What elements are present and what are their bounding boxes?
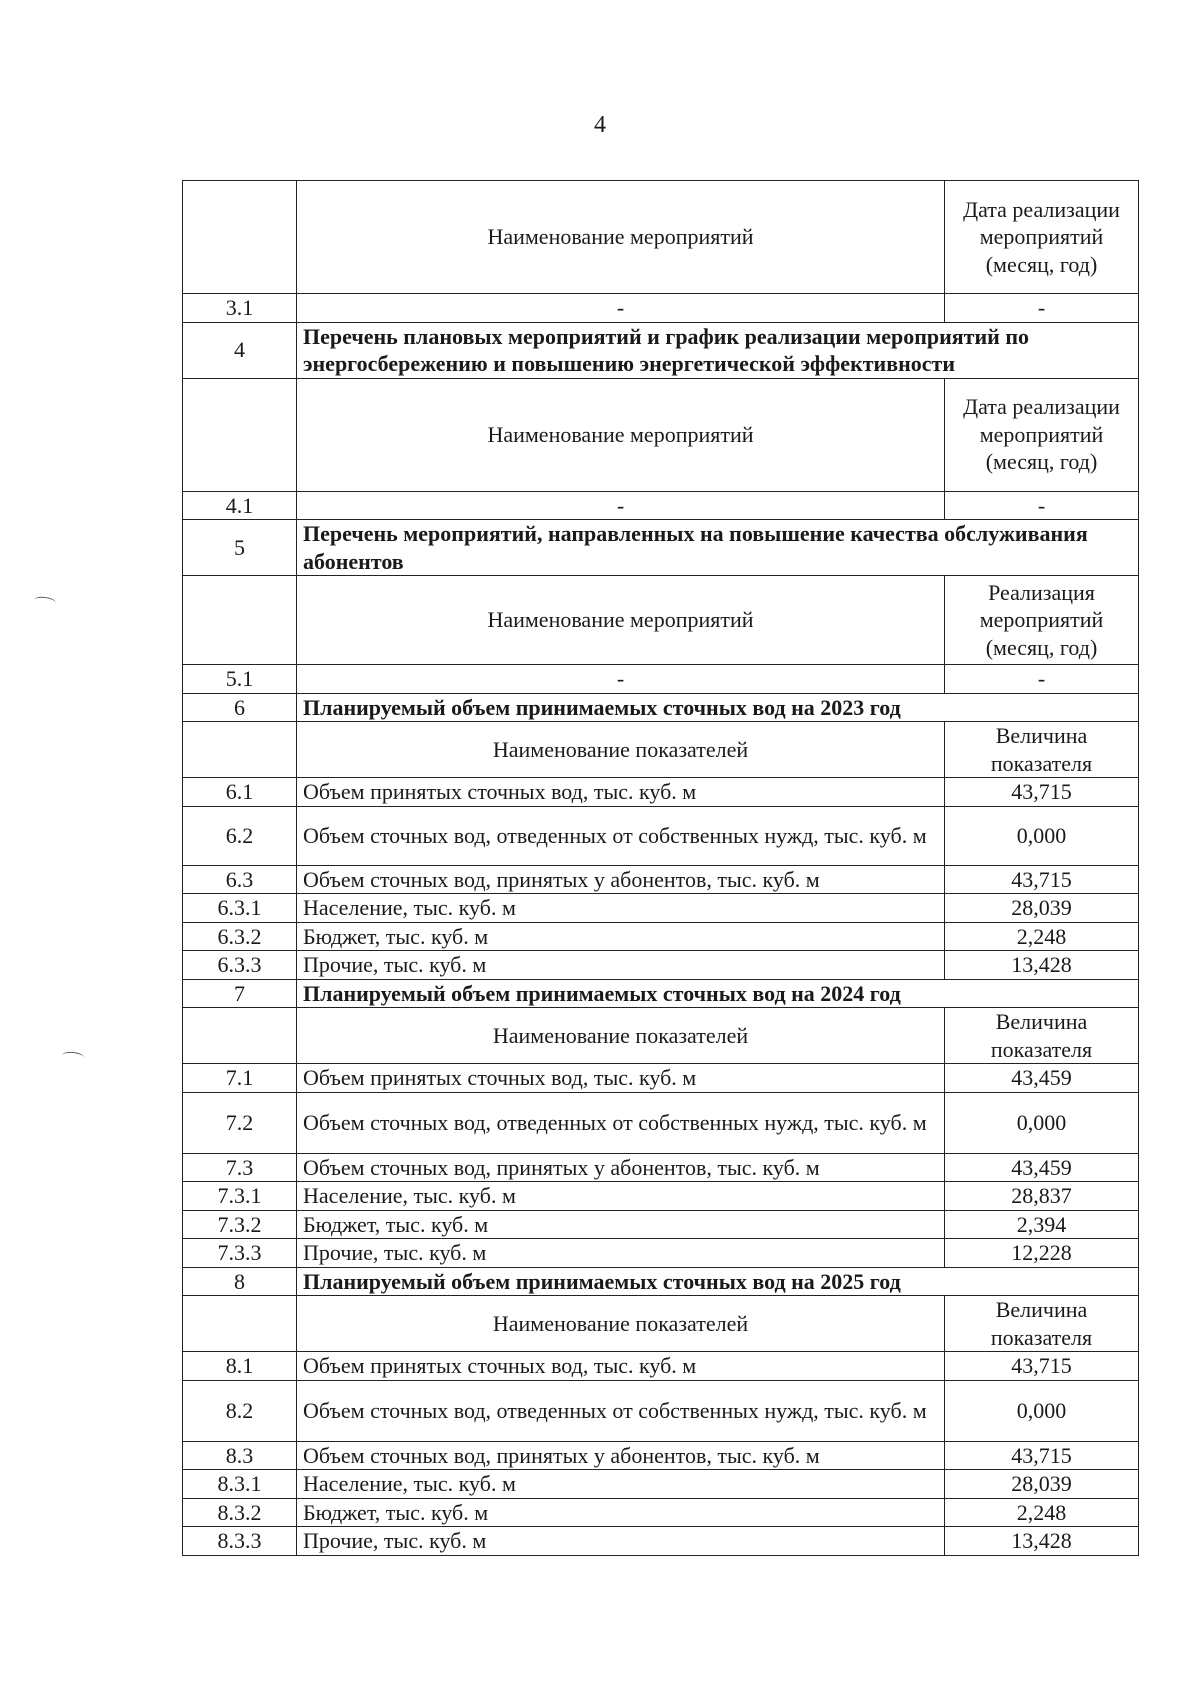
table-row [183,1239,1139,1268]
table-row [183,1182,1139,1211]
header-name-cell: Наименование показателей [297,1296,945,1352]
row-number: 6.3.2 [183,922,297,951]
row-value: - [945,491,1139,520]
row-name: Население, тыс. куб. м [297,1182,945,1211]
row-number: 8.3.2 [183,1498,297,1527]
row-value: 2,248 [945,1498,1139,1527]
header-name-cell: Наименование мероприятий [297,576,945,665]
table-row [183,806,1139,865]
section-number: 5 [183,520,297,576]
row-number: 5.1 [183,665,297,694]
row-name: Объем принятых сточных вод, тыс. куб. м [297,778,945,807]
row-name: Бюджет, тыс. куб. м [297,1210,945,1239]
row-name: Прочие, тыс. куб. м [297,1527,945,1556]
row-name: Население, тыс. куб. м [297,1470,945,1499]
row-value: 28,039 [945,894,1139,923]
section-row [183,322,1139,378]
row-number: 6.1 [183,778,297,807]
row-value: 0,000 [945,1380,1139,1441]
row-number: 6.3.1 [183,894,297,923]
table-row [183,894,1139,923]
row-name: Объем сточных вод, принятых у абонентов, тыс. куб. м [297,1153,945,1182]
row-value: - [945,665,1139,694]
table-row [183,1153,1139,1182]
row-value: 28,837 [945,1182,1139,1211]
row-value: 43,715 [945,1352,1139,1381]
row-name: - [297,491,945,520]
row-name: Объем сточных вод, отведенных от собственных нужд, тыс. куб. м [297,806,945,865]
section-title: Планируемый объем принимаемых сточных вод на 2025 год [297,1267,1139,1296]
header-value-cell: Величина показателя [945,1008,1139,1064]
header-date-cell: Реализация мероприятий (месяц, год) [945,576,1139,665]
section-title: Перечень мероприятий, направленных на повышение качества обслуживания абонентов [297,520,1139,576]
section-title: Перечень плановых мероприятий и график реализации мероприятий по энергосбережению и повышению энергетической эффективности [297,322,1139,378]
row-number: 8.3.3 [183,1527,297,1556]
header-num-cell [183,576,297,665]
row-name: Объем сточных вод, принятых у абонентов, тыс. куб. м [297,1441,945,1470]
table-row [183,865,1139,894]
table-row [183,1352,1139,1381]
row-name: Прочие, тыс. куб. м [297,951,945,980]
row-value: 2,248 [945,922,1139,951]
row-value: 43,715 [945,865,1139,894]
row-value: - [945,294,1139,323]
table-header-row [183,576,1139,665]
table-header-row [183,1296,1139,1352]
measures-table [182,180,1139,1556]
header-num-cell [183,722,297,778]
row-value: 13,428 [945,1527,1139,1556]
header-num-cell [183,181,297,294]
row-name: Объем сточных вод, отведенных от собственных нужд, тыс. куб. м [297,1380,945,1441]
table-row [183,1470,1139,1499]
row-name: Бюджет, тыс. куб. м [297,1498,945,1527]
row-value: 43,715 [945,1441,1139,1470]
row-name: - [297,665,945,694]
scan-mark [62,1051,85,1062]
header-num-cell [183,378,297,491]
row-number: 3.1 [183,294,297,323]
row-number: 8.3 [183,1441,297,1470]
header-date-cell: Дата реализации мероприятий (месяц, год) [945,181,1139,294]
table-row [183,1498,1139,1527]
section-title: Планируемый объем принимаемых сточных вод на 2023 год [297,693,1139,722]
scan-mark [33,596,56,608]
table-row [183,1380,1139,1441]
table-row [183,1092,1139,1153]
row-name: Объем сточных вод, отведенных от собственных нужд, тыс. куб. м [297,1092,945,1153]
section-number: 4 [183,322,297,378]
row-number: 8.3.1 [183,1470,297,1499]
section-row [183,693,1139,722]
header-value-cell: Величина показателя [945,1296,1139,1352]
row-value: 2,394 [945,1210,1139,1239]
row-name: Объем принятых сточных вод, тыс. куб. м [297,1352,945,1381]
row-number: 6.3.3 [183,951,297,980]
row-number: 7.3.2 [183,1210,297,1239]
row-value: 0,000 [945,806,1139,865]
table-row [183,1210,1139,1239]
row-number: 7.1 [183,1064,297,1093]
row-name: - [297,294,945,323]
table-row [183,665,1139,694]
header-date-cell: Дата реализации мероприятий (месяц, год) [945,378,1139,491]
table-header-row [183,722,1139,778]
table-row [183,294,1139,323]
table-body [183,181,1139,1556]
table-header-row [183,181,1139,294]
row-name: Население, тыс. куб. м [297,894,945,923]
row-number: 7.2 [183,1092,297,1153]
row-value: 0,000 [945,1092,1139,1153]
section-row [183,1267,1139,1296]
section-number: 8 [183,1267,297,1296]
table-row [183,922,1139,951]
page-number: 4 [594,112,606,138]
row-value: 43,459 [945,1153,1139,1182]
table-header-row [183,1008,1139,1064]
header-name-cell: Наименование мероприятий [297,378,945,491]
section-number: 7 [183,979,297,1008]
row-name: Объем сточных вод, принятых у абонентов, тыс. куб. м [297,865,945,894]
row-name: Объем принятых сточных вод, тыс. куб. м [297,1064,945,1093]
row-name: Бюджет, тыс. куб. м [297,922,945,951]
row-number: 4.1 [183,491,297,520]
table-row [183,1527,1139,1556]
table-row [183,1441,1139,1470]
row-value: 43,715 [945,778,1139,807]
row-number: 6.3 [183,865,297,894]
row-number: 8.1 [183,1352,297,1381]
header-num-cell [183,1296,297,1352]
row-number: 7.3.1 [183,1182,297,1211]
table-row [183,951,1139,980]
header-num-cell [183,1008,297,1064]
row-value: 28,039 [945,1470,1139,1499]
table-header-row [183,378,1139,491]
row-value: 43,459 [945,1064,1139,1093]
section-row [183,979,1139,1008]
row-number: 8.2 [183,1380,297,1441]
row-value: 12,228 [945,1239,1139,1268]
row-name: Прочие, тыс. куб. м [297,1239,945,1268]
section-number: 6 [183,693,297,722]
header-value-cell: Величина показателя [945,722,1139,778]
row-number: 6.2 [183,806,297,865]
section-title: Планируемый объем принимаемых сточных вод на 2024 год [297,979,1139,1008]
header-name-cell: Наименование показателей [297,1008,945,1064]
header-name-cell: Наименование мероприятий [297,181,945,294]
table-row [183,778,1139,807]
row-number: 7.3.3 [183,1239,297,1268]
section-row [183,520,1139,576]
header-name-cell: Наименование показателей [297,722,945,778]
row-number: 7.3 [183,1153,297,1182]
table-row [183,1064,1139,1093]
table-row [183,491,1139,520]
row-value: 13,428 [945,951,1139,980]
